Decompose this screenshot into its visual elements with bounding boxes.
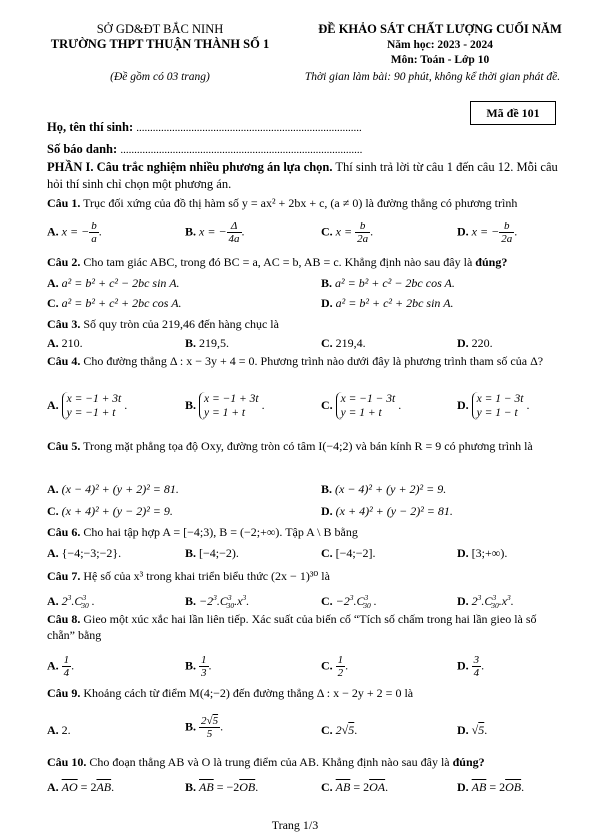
question-number: Câu 6. [47,525,81,539]
exam-title: ĐỀ KHẢO SÁT CHẤT LƯỢNG CUỐI NĂM [318,22,562,36]
school-year: Năm học: 2023 - 2024 [386,39,494,51]
question-number: Câu 10. [47,755,87,769]
question-number: Câu 7. [47,569,81,583]
question-text: Hệ số của x³ trong khai triển biểu thức (2x − 1)³⁰ là [83,569,330,583]
question-emphasis: đúng? [475,255,508,269]
question-text: Cho tam giác ABC, trong đó BC = a, AC = b, AB = c. Khẳng định nào sau đây là [83,255,473,269]
q5-option-d[interactable]: D. (x + 4)² + (y − 2)² = 81. [321,504,453,518]
q10-option-c[interactable]: C. $\overline{AB} = 2\overline{OA}$. [321,780,389,794]
q3-option-a[interactable]: A. 210. [47,336,83,350]
question-5 [47,438,567,454]
q10-option-a[interactable]: A. $\overline{AO} = 2\overline{AB}$. [47,780,115,794]
q5-option-b[interactable]: B. (x − 4)² + (y + 2)² = 9. [321,482,447,496]
pages-note: (Đề gồm có 03 trang) [110,71,210,83]
question-8 [47,611,567,643]
q6-option-b[interactable]: B. [−4;−2). [185,546,239,560]
q3-option-d[interactable]: D. 220. [457,336,493,350]
q7-option-d[interactable]: D. $2^3.C^3_{30}.x^3$. [457,593,514,611]
q7-option-b[interactable]: B. $-2^3.C^3_{30}.x^3$. [185,593,250,611]
q2-option-a[interactable]: A. a² = b² + c² − 2bc sin A. [47,276,180,290]
student-id-label: Số báo danh: [47,142,118,156]
question-2 [47,254,567,270]
q8-option-b[interactable]: B. $\frac{1}{3}$ . [185,654,212,679]
subject: Môn: Toán - Lớp 10 [390,54,490,66]
q6-option-a[interactable]: A. {−4;−3;−2}. [47,546,122,560]
q9-option-b[interactable]: B. $\frac{2√5}{5}$ . [185,715,224,740]
q8-option-a[interactable]: A. $\frac{1}{4}$ . [47,654,75,679]
q3-option-b[interactable]: B. 219,5. [185,336,230,350]
question-7 [47,568,567,584]
exam-code: Mã đề 101 [486,106,540,120]
q4-option-d[interactable]: D. x = 1 − 3t y = 1 − t . [457,393,530,419]
q9-option-a[interactable]: A. 2. [47,723,71,737]
q1-option-c[interactable]: C. x = $\frac{b}{2a}$ . [321,220,374,245]
student-name-dots: .................................................................................. [136,122,362,134]
question-number: Câu 8. [47,612,81,626]
question-6 [47,524,567,540]
q9-option-c[interactable]: C. 2√5. [321,723,358,737]
student-id-dots: ........................................................................................ [120,144,363,156]
q9-option-d[interactable]: D. √5. [457,723,488,737]
question-9 [47,685,567,701]
student-id-line [47,142,362,157]
exam-code-box [470,101,556,125]
question-number: Câu 5. [47,439,81,453]
q2-option-c[interactable]: C. a² = b² + c² + 2bc cos A. [47,296,182,310]
question-text: Cho đường thẳng Δ : x − 3y + 4 = 0. Phương trình nào dưới đây là phương trình tham số của Δ? [83,354,544,368]
q1-option-d[interactable]: D. x = − $\frac{b}{2a}$ . [457,220,518,245]
question-text: Số quy tròn của 219,46 đến hàng chục là [83,317,279,331]
q1-option-a[interactable]: A. x = − $\frac{b}{a}$ . [47,220,102,245]
question-text: Trục đối xứng của đồ thị hàm số y = ax² + 2bx + c, (a ≠ 0) là đường thẳng có phương trình [83,196,518,210]
q6-option-d[interactable]: D. [3;+∞). [457,546,508,560]
question-text: Cho đoạn thẳng AB và O là trung điểm của AB. Khẳng định nào sau đây là [89,755,450,769]
q7-option-a[interactable]: A. $2^3.C^3_{30}$ . [47,593,95,611]
question-10 [47,754,567,770]
q10-option-d[interactable]: D. $\overline{AB} = 2\overline{OB}$. [457,780,525,794]
dept-name: SỞ GD&ĐT BẮC NINH [96,22,224,36]
question-text: Cho hai tập hợp A = [−4;3), B = (−2;+∞). Tập A \ B bằng [83,525,358,539]
question-4 [47,353,567,369]
q4-option-b[interactable]: B. x = −1 + 3t y = 1 + t . [185,393,265,419]
time-note: Thời gian làm bài: 90 phút, không kể thời gian phát đề. [304,71,561,83]
q6-option-c[interactable]: C. [−4;−2]. [321,546,376,560]
part1-instructions: Thí sinh trả lời từ câu 1 đến câu 12. Mỗi câu hỏi thí sinh chỉ chọn một phương án. [47,160,558,191]
page-number: Trang 1/3 [271,818,319,832]
q8-option-c[interactable]: C. $\frac{1}{2}$ . [321,654,349,679]
question-number: Câu 2. [47,255,81,269]
q3-option-c[interactable]: C. 219,4. [321,336,366,350]
q2-option-b[interactable]: B. a² = b² + c² − 2bc cos A. [321,276,455,290]
part1-title: PHẦN I. Câu trắc nghiệm nhiều phương án lựa chọn. [47,160,333,174]
question-emphasis: đúng? [452,755,485,769]
q8-option-d[interactable]: D. $\frac{3}{4}$ . [457,654,485,679]
question-text: Trong mặt phẳng tọa độ Oxy, đường tròn có tâm I(−4;2) và bán kính R = 9 có phương trình là [83,439,533,453]
q4-option-c[interactable]: C. x = −1 − 3t y = 1 + t . [321,393,402,419]
q4-option-a[interactable]: A. x = −1 + 3t y = −1 + t . [47,393,128,419]
q5-option-a[interactable]: A. (x − 4)² + (y + 2)² = 81. [47,482,179,496]
question-text: Khoảng cách từ điểm M(4;−2) đến đường thẳng Δ : x − 2y + 2 = 0 là [83,686,414,700]
question-1 [47,195,567,211]
question-number: Câu 1. [47,196,81,210]
part1-heading [47,159,567,193]
student-name-label: Họ, tên thí sinh: [47,120,134,134]
q2-option-d[interactable]: D. a² = b² + c² + 2bc sin A. [321,296,454,310]
question-number: Câu 9. [47,686,81,700]
question-number: Câu 4. [47,354,81,368]
q1-option-b[interactable]: B. x = − $\frac{\Delta}{4a}$ . [185,220,245,245]
q5-option-c[interactable]: C. (x + 4)² + (y − 2)² = 9. [47,504,173,518]
question-number: Câu 3. [47,317,81,331]
q10-option-b[interactable]: B. $\overline{AB} = -2\overline{OB}$. [185,780,259,794]
question-text: Gieo một xúc xắc hai lần liên tiếp. Xác suất của biến cố “Tích số chấm trong hai lần gieo là số chẵn” bằng [47,612,537,642]
student-name-line [47,120,362,135]
question-3 [47,316,567,332]
school-name: TRƯỜNG THPT THUẬN THÀNH SỐ 1 [50,37,270,51]
q7-option-c[interactable]: C. $-2^3.C^3_{30}$ . [321,593,377,611]
